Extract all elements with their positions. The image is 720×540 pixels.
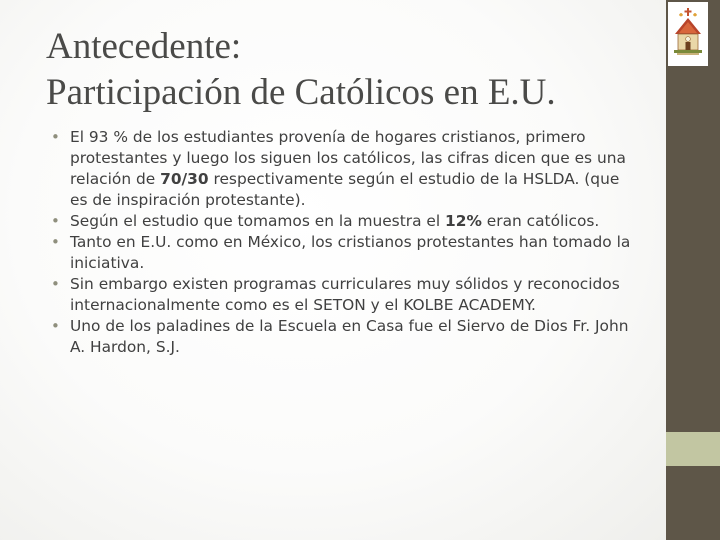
bullet-text: El 93 % de los estudiantes provenía de hogares cristianos, primero protestantes y luego los siguen los católicos, las cifras dicen que es una relación de [70, 128, 626, 188]
sidebar-accent-band [666, 432, 720, 466]
slide-title [46, 24, 646, 116]
bullet-text: Uno de los paladines de la Escuela en Casa fue el Siervo de Dios Fr. John A. Hardon, S.J. [70, 317, 629, 356]
bullet-text: eran católicos. [481, 212, 600, 230]
title-line-1: Antecedente: [46, 26, 242, 67]
bullet-text: Sin embargo existen programas curriculares muy sólidos y reconocidos internacionalmente como es el SETON y el KOLBE ACADEMY. [70, 275, 620, 314]
title-line-2: Participación de Católicos en E.U. [46, 72, 556, 113]
bullet-emphasis: 12% [445, 212, 482, 230]
bullet-text: Tanto en E.U. como en México, los cristianos protestantes han tomado la iniciativa. [70, 233, 631, 272]
school-house-logo-icon [668, 2, 708, 66]
bullet-item [51, 232, 641, 274]
bullet-item [51, 127, 641, 211]
bullet-emphasis: 70/30 [160, 170, 209, 188]
bullet-item [51, 211, 641, 232]
bullet-text: respectivamente según el estudio de la HSLDA. (que es de inspiración protestante). [70, 170, 620, 209]
bullet-item [51, 274, 641, 316]
bullet-item [51, 316, 641, 358]
bullet-list [51, 127, 641, 358]
bullet-text: Según el estudio que tomamos en la muestra el [70, 212, 446, 230]
